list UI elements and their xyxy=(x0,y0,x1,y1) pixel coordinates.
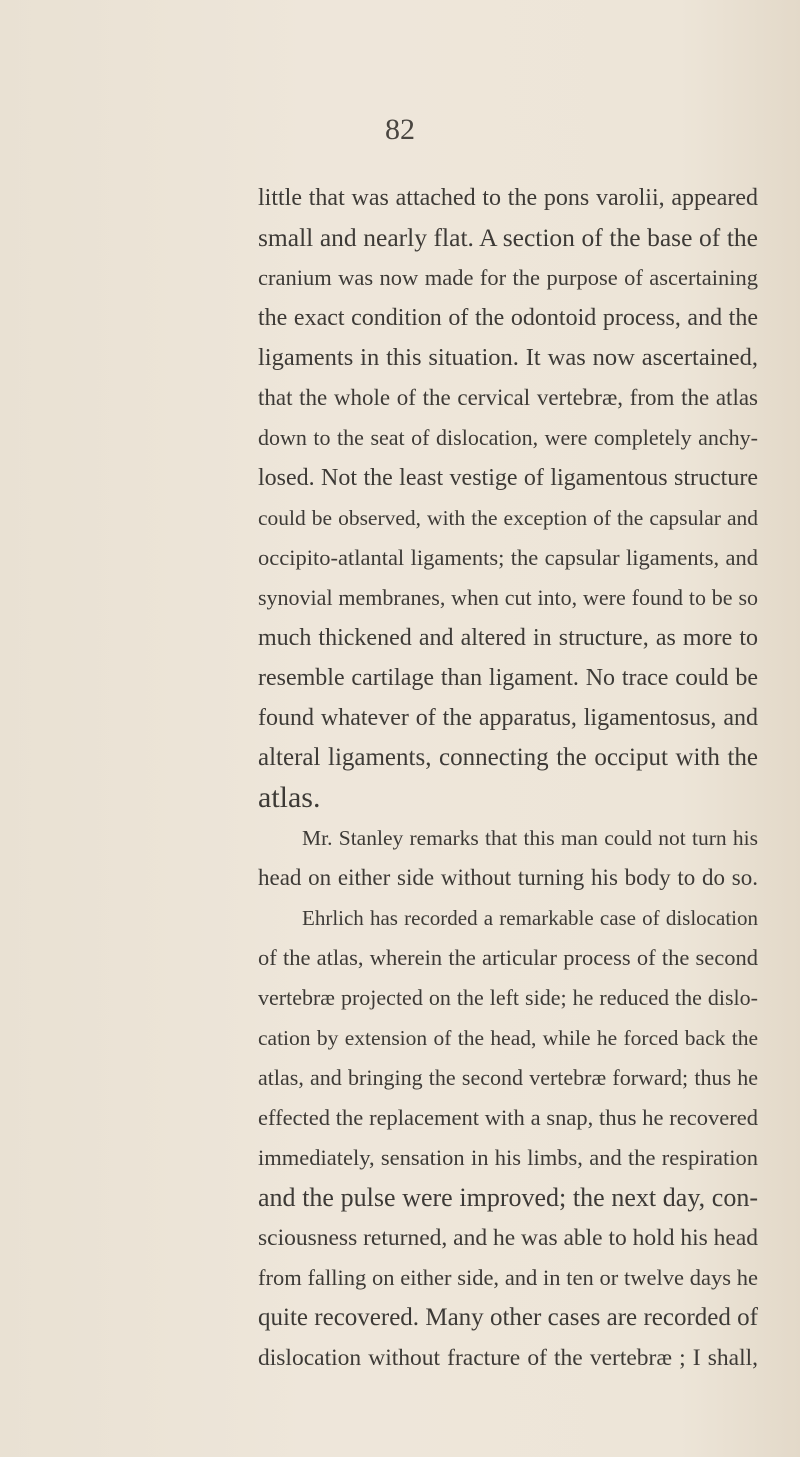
text-line: cranium was now made for the purpose of ascertaining xyxy=(258,265,758,290)
text-line: atlas, and bringing the second vertebræ forward; thus he xyxy=(258,1065,758,1090)
text-line: dislocation without fracture of the vertebræ ; I shall, xyxy=(258,1345,758,1371)
page-number: 82 xyxy=(385,113,415,146)
text-line: alteral ligaments, connecting the occiput with the xyxy=(258,744,758,771)
text-line: resemble cartilage than ligament. No trace could be xyxy=(258,665,758,691)
text-line: occipito-atlantal ligaments; the capsular ligaments, and xyxy=(258,545,758,570)
text-line: vertebræ projected on the left side; he reduced the dislo- xyxy=(258,985,758,1010)
text-line: immediately, sensation in his limbs, and the respiration xyxy=(258,1145,758,1170)
text-line: of the atlas, wherein the articular process of the second xyxy=(258,945,758,970)
text-line: sciousness returned, and he was able to hold his head xyxy=(258,1225,758,1251)
text-line: that the whole of the cervical vertebræ, from the atlas xyxy=(258,385,758,410)
text-line: atlas. xyxy=(258,781,321,814)
text-line: synovial membranes, when cut into, were found to be so xyxy=(258,585,758,610)
text-line: down to the seat of dislocation, were completely anchy- xyxy=(258,425,758,450)
text-line: Ehrlich has recorded a remarkable case of dislocation xyxy=(302,906,758,930)
text-line: cation by extension of the head, while he forced back the xyxy=(258,1026,758,1050)
text-line: Mr. Stanley remarks that this man could not turn his xyxy=(302,826,758,850)
text-line: much thickened and altered in structure, as more to xyxy=(258,625,758,651)
text-line: losed. Not the least vestige of ligamentous structure xyxy=(258,465,758,491)
text-line: little that was attached to the pons varolii, appeared xyxy=(258,185,758,211)
text-line: from falling on either side, and in ten or twelve days he xyxy=(258,1265,758,1290)
text-line: found whatever of the apparatus, ligamentosus, and xyxy=(258,705,758,731)
text-line: could be observed, with the exception of the capsular and xyxy=(258,506,758,530)
text-line: ligaments in this situation. It was now ascertained, xyxy=(258,344,758,371)
text-line: small and nearly flat. A section of the base of the xyxy=(258,223,758,252)
text-line: effected the replacement with a snap, thus he recovered xyxy=(258,1105,758,1130)
text-line: quite recovered. Many other cases are recorded of xyxy=(258,1304,758,1331)
text-line: the exact condition of the odontoid process, and the xyxy=(258,305,758,331)
text-line: head on either side without turning his body to do so. xyxy=(258,865,758,890)
text-line: and the pulse were improved; the next day, con- xyxy=(258,1183,758,1212)
